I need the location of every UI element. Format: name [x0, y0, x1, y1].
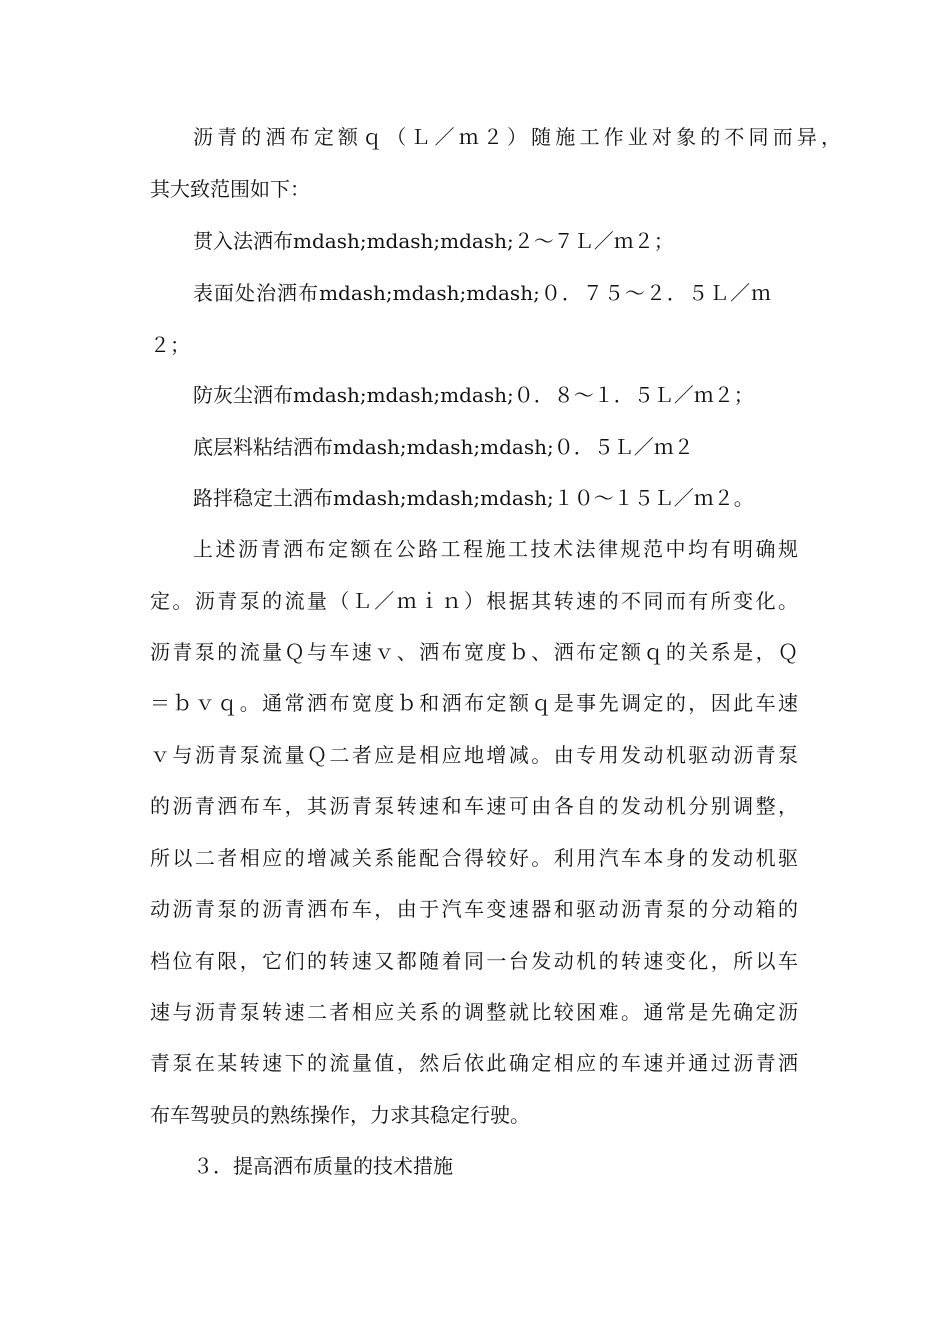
section-heading: ３．提高洒布质量的技术措施 [193, 1154, 453, 1178]
paragraph-line: 沥青的洒布定额ｑ（Ｌ／ｍ２）随施工作业对象的不同而异， [193, 125, 841, 149]
paragraph-line: 档位有限，它们的转速又都随着同一台发动机的转速变化，所以车 [150, 949, 798, 973]
list-item: 贯入法洒布mdash;mdash;mdash;２～７Ｌ／ｍ２； [193, 229, 674, 253]
list-item: 路拌稳定土洒布mdash;mdash;mdash;１０～１５Ｌ／ｍ２。 [193, 486, 754, 510]
paragraph-line: 速与沥青泵转速二者相应关系的调整就比较困难。通常是先确定沥 [150, 1000, 798, 1024]
paragraph-line: ＝ｂｖｑ。通常洒布宽度ｂ和洒布定额ｑ是事先调定的，因此车速 [150, 691, 798, 715]
paragraph-line: ｖ与沥青泵流量Ｑ二者应是相应地增减。由专用发动机驱动沥青泵 [150, 743, 798, 767]
list-item-continuation: ２； [150, 333, 190, 357]
list-item: 表面处治洒布mdash;mdash;mdash;０．７５～２．５Ｌ／ｍ [193, 281, 771, 305]
paragraph-line: 青泵在某转速下的流量值，然后依此确定相应的车速并通过沥青洒 [150, 1051, 798, 1075]
paragraph-line: 的沥青洒布车，其沥青泵转速和车速可由各自的发动机分别调整， [150, 794, 798, 818]
paragraph-line: 上述沥青洒布定额在公路工程施工技术法律规范中均有明确规 [193, 537, 798, 561]
list-item: 底层料粘结洒布mdash;mdash;mdash;０．５Ｌ／ｍ２ [193, 435, 694, 459]
paragraph-line: 沥青泵的流量Ｑ与车速ｖ、洒布宽度ｂ、洒布定额ｑ的关系是，Ｑ [150, 640, 798, 664]
paragraph-line: 动沥青泵的沥青洒布车，由于汽车变速器和驱动沥青泵的分动箱的 [150, 897, 798, 921]
paragraph-line: 所以二者相应的增减关系能配合得较好。利用汽车本身的发动机驱 [150, 846, 798, 870]
paragraph-line: 布车驾驶员的熟练操作，力求其稳定行驶。 [150, 1103, 530, 1127]
list-item: 防灰尘洒布mdash;mdash;mdash;０．８～１．５Ｌ／ｍ２； [193, 383, 754, 407]
paragraph-line: 定。沥青泵的流量（Ｌ／ｍｉｎ）根据其转速的不同而有所变化。 [150, 589, 798, 613]
paragraph-line: 其大致范围如下： [150, 177, 310, 201]
